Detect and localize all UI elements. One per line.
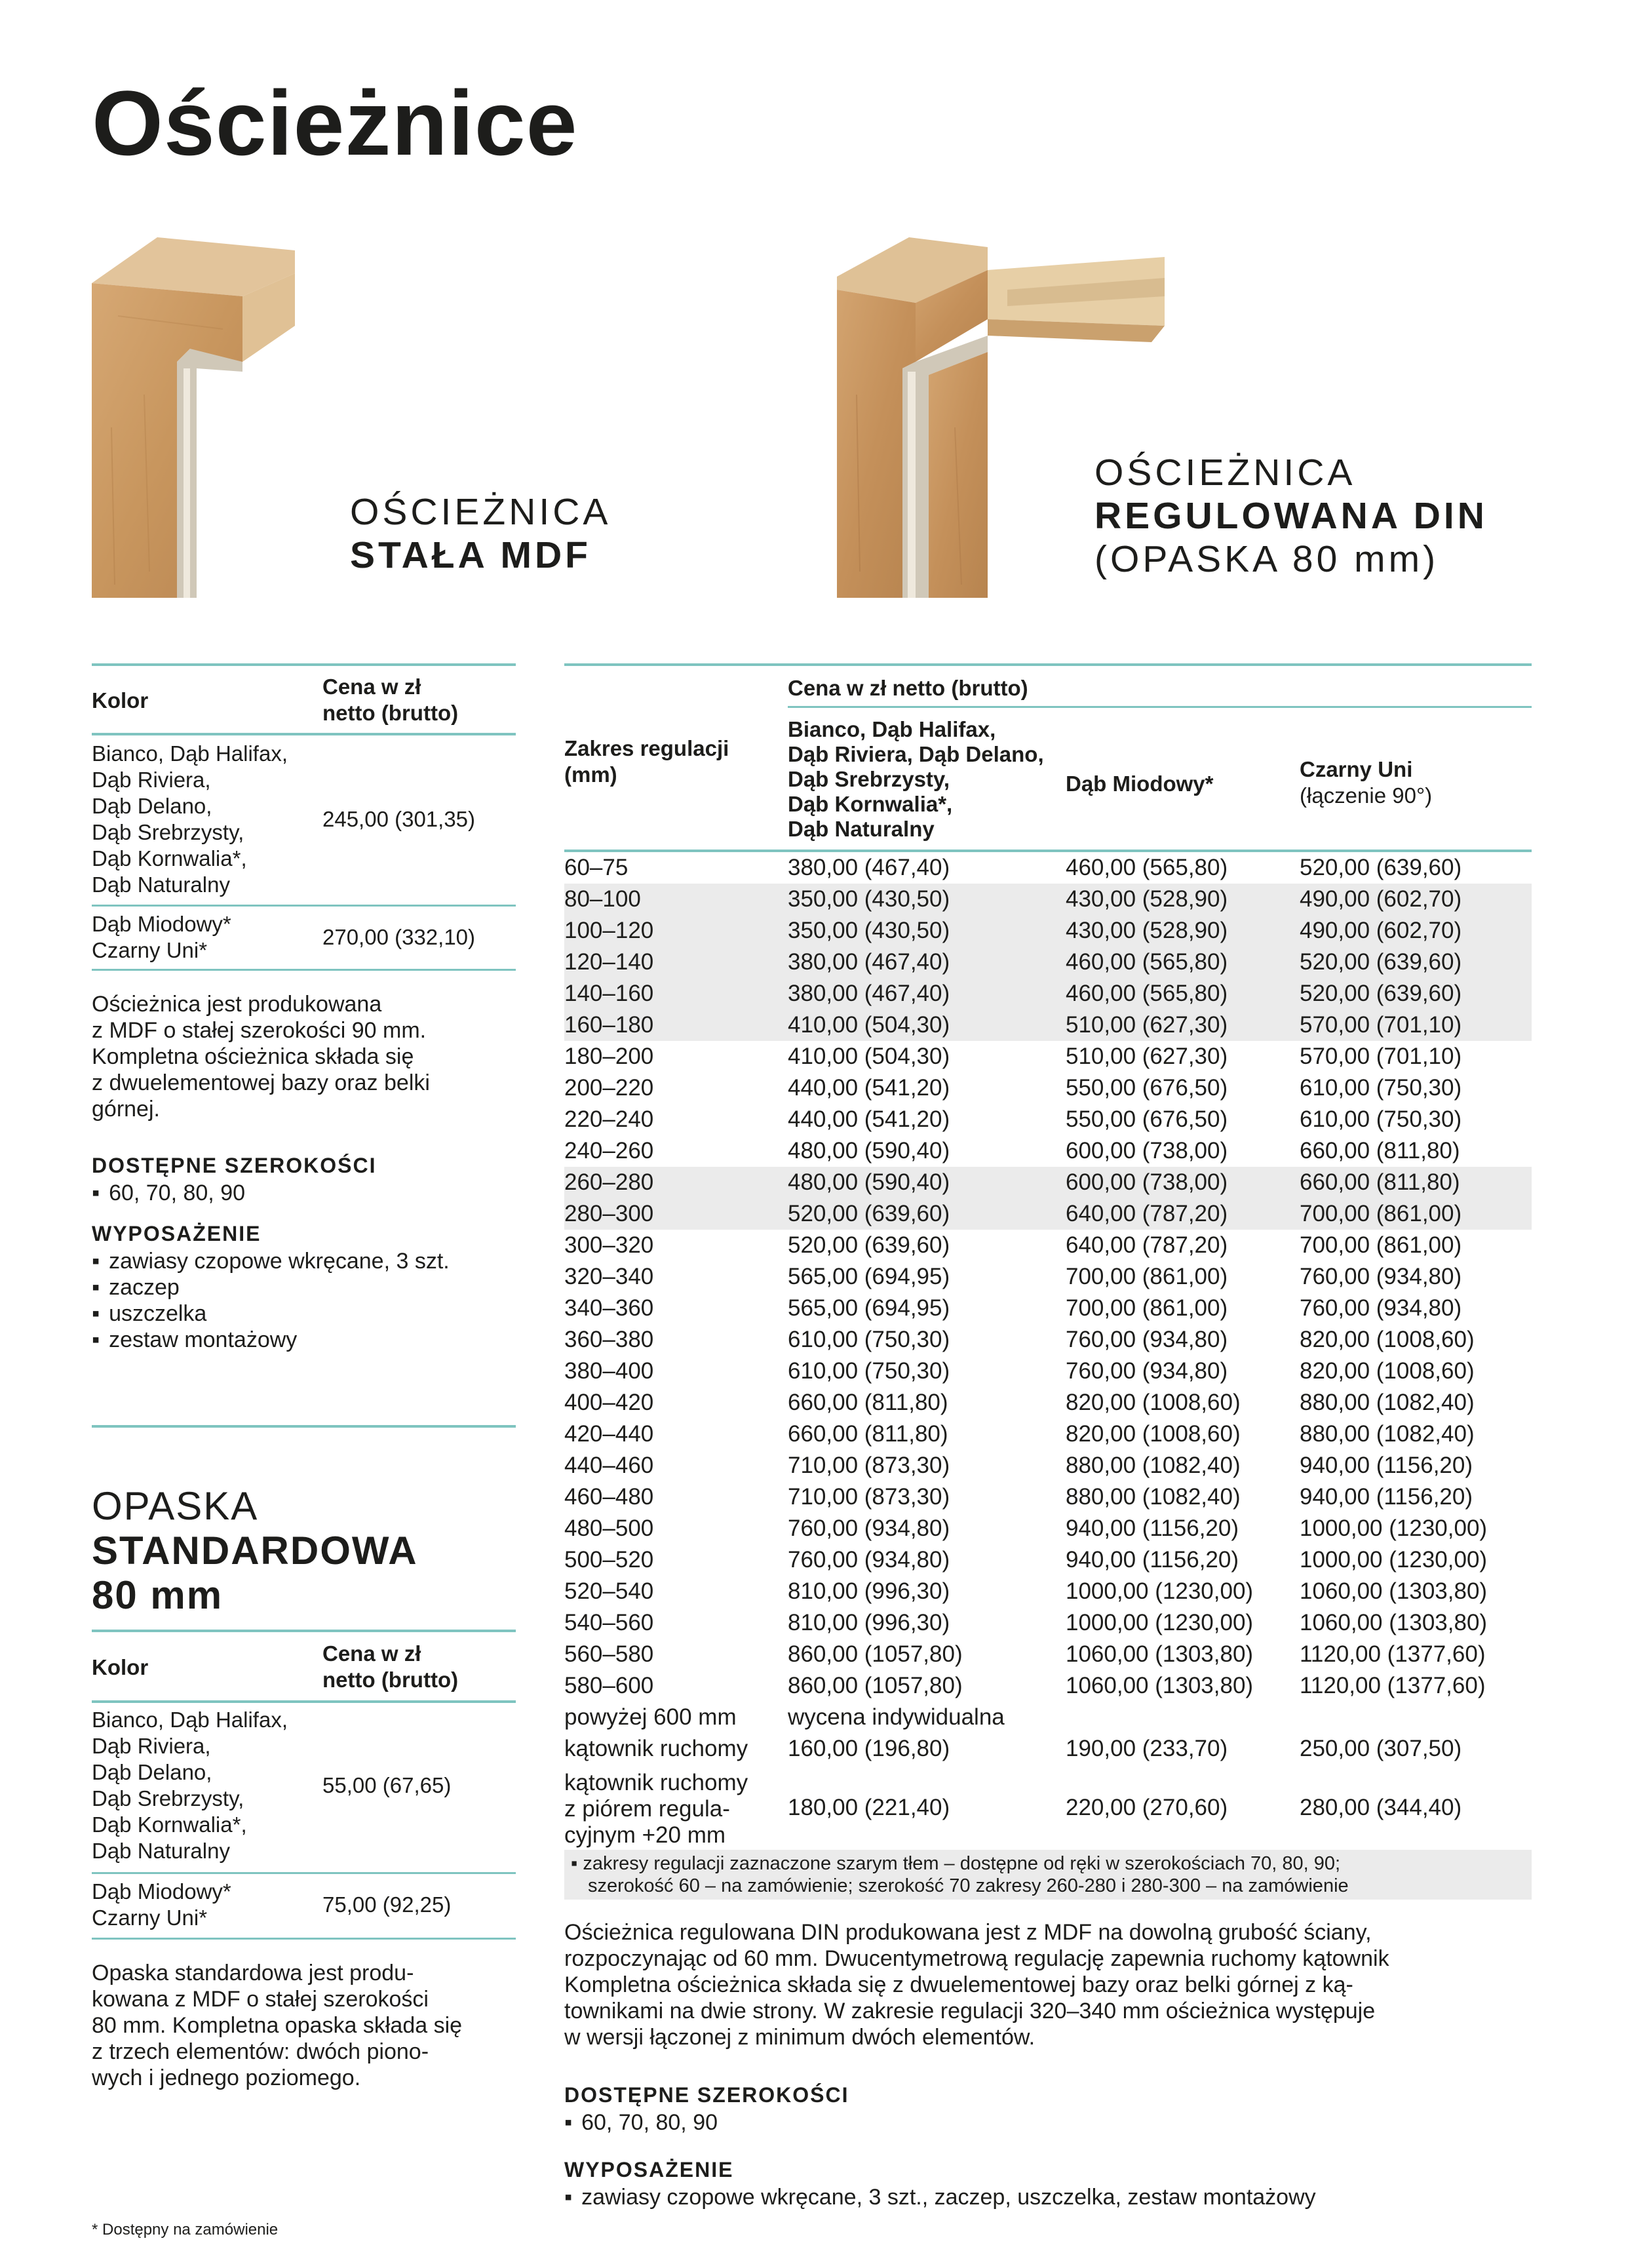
din-widths: ▪ 60, 70, 80, 90	[564, 2109, 718, 2136]
din-price-b-cell: 1060,00 (1303,80)	[1066, 1673, 1254, 1698]
opaska-row1-colors	[92, 1707, 288, 1864]
din-price-a-cell: 610,00 (750,30)	[788, 1358, 950, 1384]
din-price-c-cell: 490,00 (602,70)	[1300, 918, 1462, 943]
din-range-cell: 220–240	[564, 1106, 654, 1132]
desc-line: rozpoczynając od 60 mm. Dwucentymetrową regulację zapewnia ruchomy kątownik	[564, 1946, 1389, 1971]
din-range-cell: 540–560	[564, 1610, 654, 1635]
din-description	[564, 1919, 1389, 2050]
stala-equipment-item: ▪ uszczelka	[92, 1300, 206, 1327]
din-last-row-b: 220,00 (270,60)	[1066, 1795, 1228, 1820]
desc-line: wych i jednego poziomego.	[92, 2065, 361, 2090]
opaska-table-bottom-rule	[92, 1938, 516, 1940]
din-price-a-cell: 160,00 (196,80)	[788, 1736, 950, 1761]
din-price-a-cell: 660,00 (811,80)	[788, 1390, 948, 1415]
din-price-a-cell: 440,00 (541,20)	[788, 1075, 950, 1101]
din-header-col3	[1300, 756, 1432, 809]
din-table-row	[564, 852, 1532, 884]
din-range-cell: 60–75	[564, 855, 629, 880]
din-price-b-cell: 880,00 (1082,40)	[1066, 1453, 1241, 1478]
din-header-zakres-line1: Zakres regulacji	[564, 736, 729, 760]
din-table-row	[564, 884, 1532, 915]
opaska-description	[92, 1960, 462, 2091]
din-price-b-cell: 550,00 (676,50)	[1066, 1106, 1228, 1132]
stala-table-top-rule	[92, 663, 516, 666]
range-line: cyjnym +20 mm	[564, 1822, 726, 1848]
din-last-row-c: 280,00 (344,40)	[1300, 1795, 1462, 1820]
din-table-row	[564, 1230, 1532, 1261]
opaska-row2-colors	[92, 1879, 231, 1931]
din-header-cena-rule	[788, 706, 1532, 708]
color-line: Dąb Kornwalia*,	[92, 846, 247, 870]
din-price-b-cell: 1060,00 (1303,80)	[1066, 1641, 1254, 1667]
caption-regulowana-din	[1094, 451, 1488, 581]
din-price-b-cell: 820,00 (1008,60)	[1066, 1421, 1241, 1447]
din-range-cell: 140–160	[564, 981, 654, 1006]
frame-stala-mdf-image	[92, 231, 328, 598]
din-price-c-cell: 250,00 (307,50)	[1300, 1736, 1462, 1761]
color-line: Czarny Uni*	[92, 938, 208, 962]
din-equipment: ▪ zawiasy czopowe wkręcane, 3 szt., zaczep, uszczelka, zestaw montażowy	[564, 2184, 1316, 2210]
din-table-row	[564, 1293, 1532, 1324]
opaska-header-rule	[92, 1700, 516, 1703]
din-note-line1	[571, 1852, 1532, 1875]
din-price-a-cell: 480,00 (590,40)	[788, 1138, 950, 1163]
din-price-c-cell: 1000,00 (1230,00)	[1300, 1547, 1488, 1573]
color-line: Dąb Miodowy*	[92, 1879, 231, 1904]
din-header-col2: Dąb Miodowy*	[1066, 772, 1214, 796]
color-line: Dąb Delano,	[92, 794, 212, 818]
stala-row-rule	[92, 905, 516, 907]
din-table-row	[564, 1104, 1532, 1135]
din-price-a-cell: 440,00 (541,20)	[788, 1106, 950, 1132]
din-table-row	[564, 1135, 1532, 1167]
color-line: Dąb Riviera,	[92, 1734, 211, 1758]
din-price-c-cell: 820,00 (1008,60)	[1300, 1327, 1475, 1352]
din-range-cell: 520–540	[564, 1578, 654, 1604]
stala-header-cena-line1: Cena w zł	[322, 675, 421, 699]
opaska-title	[92, 1484, 418, 1618]
din-price-c-cell: 700,00 (861,00)	[1300, 1201, 1462, 1226]
din-range-cell: 100–120	[564, 918, 654, 943]
din-price-b-cell: 600,00 (738,00)	[1066, 1169, 1228, 1195]
din-header-zakres	[564, 735, 729, 788]
din-price-c-cell: 820,00 (1008,60)	[1300, 1358, 1475, 1384]
din-price-c-cell: 570,00 (701,10)	[1300, 1012, 1462, 1038]
din-price-a-cell: 380,00 (467,40)	[788, 949, 950, 975]
color-line: Bianco, Dąb Halifax,	[92, 1708, 288, 1732]
din-price-a-cell: 410,00 (504,30)	[788, 1044, 950, 1069]
din-range-cell: 240–260	[564, 1138, 654, 1163]
din-price-c-cell: 660,00 (811,80)	[1300, 1138, 1460, 1163]
din-range-cell: 440–460	[564, 1453, 654, 1478]
din-range-cell: 360–380	[564, 1327, 654, 1352]
stala-row2-colors	[92, 911, 231, 964]
din-last-row-range	[564, 1770, 748, 1848]
din-price-c-cell: 1120,00 (1377,60)	[1300, 1641, 1486, 1667]
page-title: Ościeżnice	[92, 71, 578, 174]
stala-header-cena	[322, 674, 458, 726]
desc-line: z trzech elementów: dwóch piono-	[92, 2039, 429, 2064]
din-price-b-cell: 760,00 (934,80)	[1066, 1358, 1228, 1384]
din-price-b-cell: 880,00 (1082,40)	[1066, 1484, 1241, 1510]
din-price-b-cell: 1000,00 (1230,00)	[1066, 1578, 1254, 1604]
din-note-line1-text: zakresy regulacji zaznaczone szarym tłem – dostępne od ręki w szerokościach 70, 80, 90;	[583, 1853, 1341, 1874]
din-price-b-cell: 700,00 (861,00)	[1066, 1295, 1228, 1321]
desc-line: górnej.	[92, 1097, 160, 1122]
din-price-a-cell: 380,00 (467,40)	[788, 981, 950, 1006]
stala-widths-title: DOSTĘPNE SZEROKOŚCI	[92, 1154, 377, 1177]
din-price-a-cell: 660,00 (811,80)	[788, 1421, 948, 1447]
din-table-row	[564, 1450, 1532, 1481]
din-table-row	[564, 1167, 1532, 1198]
stala-equipment-item: ▪ zestaw montażowy	[92, 1327, 297, 1353]
color-line: Dąb Naturalny	[92, 872, 230, 897]
opaska-header-cena	[322, 1641, 458, 1693]
din-header-col1-line: Dąb Kornwalia*,	[788, 792, 953, 816]
din-price-a-cell: 565,00 (694,95)	[788, 1264, 950, 1289]
opaska-header-cena-line1: Cena w zł	[322, 1641, 421, 1666]
opaska-row1-price: 55,00 (67,65)	[322, 1773, 452, 1797]
desc-line: Kompletna ościeżnica składa się z dwuelementowej bazy oraz belki górnej z ką-	[564, 1972, 1353, 1997]
desc-line: Kompletna ościeżnica składa się	[92, 1044, 414, 1069]
din-equipment-title: WYPOSAŻENIE	[564, 2158, 734, 2181]
opaska-title-line2: STANDARDOWA	[92, 1529, 418, 1573]
din-header-col3-line2: (łączenie 90°)	[1300, 783, 1433, 808]
bullet-icon: ▪	[571, 1853, 583, 1874]
din-price-c-cell: 760,00 (934,80)	[1300, 1264, 1462, 1289]
color-line: Czarny Uni*	[92, 1906, 208, 1930]
din-last-row-a: 180,00 (221,40)	[788, 1795, 950, 1820]
din-price-a-cell: 410,00 (504,30)	[788, 1012, 950, 1038]
opaska-title-line3: 80 mm	[92, 1573, 223, 1617]
din-price-table	[564, 852, 1532, 1765]
din-range-cell: 480–500	[564, 1515, 654, 1541]
caption-stala-mdf	[350, 490, 611, 577]
din-price-b-cell: 1000,00 (1230,00)	[1066, 1610, 1254, 1635]
din-price-a-cell: 350,00 (430,50)	[788, 886, 950, 912]
caption-stala-line1: OŚCIEŻNICA	[350, 491, 611, 533]
din-price-b-cell: 940,00 (1156,20)	[1066, 1515, 1239, 1541]
stala-description	[92, 991, 430, 1122]
din-header-col1	[788, 717, 1044, 842]
din-range-cell: 300–320	[564, 1232, 654, 1258]
din-table-row	[564, 1544, 1532, 1576]
opaska-table-top-rule	[92, 1630, 516, 1632]
footnote: * Dostępny na zamówienie	[92, 2221, 279, 2239]
din-price-c-cell: 610,00 (750,30)	[1300, 1075, 1462, 1101]
stala-header-kolor: Kolor	[92, 688, 149, 713]
color-line: Dąb Miodowy*	[92, 912, 231, 936]
color-line: Dąb Delano,	[92, 1760, 212, 1784]
stala-row1-price: 245,00 (301,35)	[322, 807, 476, 831]
din-price-c-cell: 700,00 (861,00)	[1300, 1232, 1462, 1258]
din-price-b-cell: 760,00 (934,80)	[1066, 1327, 1228, 1352]
din-table-row	[564, 1607, 1532, 1639]
desc-line: Ościeżnica regulowana DIN produkowana jest z MDF na dowolną grubość ściany,	[564, 1920, 1372, 1945]
opaska-header-kolor: Kolor	[92, 1655, 149, 1679]
din-price-c-cell: 1060,00 (1303,80)	[1300, 1610, 1488, 1635]
din-price-b-cell: 460,00 (565,80)	[1066, 949, 1228, 975]
color-line: Dąb Srebrzysty,	[92, 820, 244, 844]
color-line: Dąb Riviera,	[92, 768, 211, 792]
din-price-a-cell: 380,00 (467,40)	[788, 855, 950, 880]
din-table-row	[564, 1198, 1532, 1230]
desc-line: Opaska standardowa jest produ-	[92, 1961, 414, 1985]
stala-row1-colors	[92, 741, 288, 898]
caption-din-line1: OŚCIEŻNICA	[1094, 452, 1356, 494]
din-table-row	[564, 1387, 1532, 1418]
din-table-row	[564, 1576, 1532, 1607]
din-price-b-cell: 550,00 (676,50)	[1066, 1075, 1228, 1101]
din-price-b-cell: 700,00 (861,00)	[1066, 1264, 1228, 1289]
din-price-a-cell: 760,00 (934,80)	[788, 1515, 950, 1541]
section-divider	[92, 1425, 516, 1428]
din-price-c-cell: 520,00 (639,60)	[1300, 949, 1462, 975]
din-range-cell: kątownik ruchomy	[564, 1736, 748, 1761]
din-price-a-cell: 810,00 (996,30)	[788, 1578, 950, 1604]
desc-line: 80 mm. Kompletna opaska składa się	[92, 2013, 463, 2038]
din-price-b-cell: 640,00 (787,20)	[1066, 1201, 1228, 1226]
din-range-cell: 320–340	[564, 1264, 654, 1289]
din-range-cell: 80–100	[564, 886, 641, 912]
din-table-row	[564, 1418, 1532, 1450]
color-line: Dąb Kornwalia*,	[92, 1812, 247, 1837]
din-price-a-cell: 860,00 (1057,80)	[788, 1641, 963, 1667]
din-price-c-cell: 490,00 (602,70)	[1300, 886, 1462, 912]
din-price-b-cell: 640,00 (787,20)	[1066, 1232, 1228, 1258]
din-range-cell: 160–180	[564, 1012, 654, 1038]
din-range-cell: 420–440	[564, 1421, 654, 1447]
din-price-b-cell: 510,00 (627,30)	[1066, 1044, 1228, 1069]
din-price-c-cell: 880,00 (1082,40)	[1300, 1390, 1475, 1415]
din-price-c-cell: 760,00 (934,80)	[1300, 1295, 1462, 1321]
din-price-a-cell: 860,00 (1057,80)	[788, 1673, 963, 1698]
din-table-row	[564, 1041, 1532, 1072]
din-table-row	[564, 1702, 1532, 1733]
din-header-cena: Cena w zł netto (brutto)	[788, 676, 1028, 700]
din-price-a-cell: 760,00 (934,80)	[788, 1547, 950, 1573]
din-table-row	[564, 1072, 1532, 1104]
color-line: Dąb Naturalny	[92, 1839, 230, 1863]
caption-din-line2: REGULOWANA DIN	[1094, 495, 1488, 537]
din-price-c-cell: 1120,00 (1377,60)	[1300, 1673, 1486, 1698]
din-table-row	[564, 1733, 1532, 1765]
din-table-row	[564, 1639, 1532, 1670]
din-header-col3-line1: Czarny Uni	[1300, 757, 1413, 781]
din-widths-title: DOSTĘPNE SZEROKOŚCI	[564, 2083, 849, 2107]
din-price-b-cell: 190,00 (233,70)	[1066, 1736, 1228, 1761]
stala-header-cena-line2: netto (brutto)	[322, 701, 459, 725]
opaska-title-line1: OPASKA	[92, 1484, 259, 1528]
din-range-cell: 400–420	[564, 1390, 654, 1415]
din-price-a-cell: 610,00 (750,30)	[788, 1327, 950, 1352]
range-line: z piórem regula-	[564, 1796, 730, 1822]
din-price-a-cell: 710,00 (873,30)	[788, 1484, 950, 1510]
din-header-zakres-line2: (mm)	[564, 762, 617, 787]
din-range-cell: 580–600	[564, 1673, 654, 1698]
din-price-b-cell: 430,00 (528,90)	[1066, 886, 1228, 912]
din-price-a-cell: 565,00 (694,95)	[788, 1295, 950, 1321]
desc-line: Ościeżnica jest produkowana	[92, 992, 382, 1017]
din-price-a-cell: 350,00 (430,50)	[788, 918, 950, 943]
din-range-cell: 460–480	[564, 1484, 654, 1510]
din-note-line2: szerokość 60 – na zamówienie; szerokość 70 zakresy 260-280 i 280-300 – na zamówienie	[588, 1875, 1349, 1896]
din-price-b-cell: 940,00 (1156,20)	[1066, 1547, 1239, 1573]
opaska-row2-price: 75,00 (92,25)	[322, 1892, 452, 1917]
din-price-a-cell: 520,00 (639,60)	[788, 1201, 950, 1226]
din-table-row	[564, 1670, 1532, 1702]
stala-equipment-title: WYPOSAŻENIE	[92, 1222, 261, 1245]
din-price-b-cell: 460,00 (565,80)	[1066, 981, 1228, 1006]
din-price-b-cell: 600,00 (738,00)	[1066, 1138, 1228, 1163]
din-price-a-cell: 710,00 (873,30)	[788, 1453, 950, 1478]
din-price-c-cell: 880,00 (1082,40)	[1300, 1421, 1475, 1447]
desc-line: z MDF o stałej szerokości 90 mm.	[92, 1018, 427, 1043]
din-price-c-cell: 520,00 (639,60)	[1300, 855, 1462, 880]
din-table-row	[564, 1261, 1532, 1293]
din-price-c-cell: 1000,00 (1230,00)	[1300, 1515, 1488, 1541]
din-price-a-cell: 480,00 (590,40)	[788, 1169, 950, 1195]
stala-table-bottom-rule	[92, 969, 516, 971]
din-header-col1-line: Dąb Srebrzysty,	[788, 767, 950, 791]
stala-header-rule	[92, 733, 516, 735]
din-table-row	[564, 1324, 1532, 1356]
range-line: kątownik ruchomy	[564, 1770, 748, 1795]
din-table-row	[564, 978, 1532, 1009]
caption-din-line3: (OPASKA 80 mm)	[1094, 538, 1439, 580]
desc-line: z dwuelementowej bazy oraz belki	[92, 1070, 430, 1095]
din-range-cell: 200–220	[564, 1075, 654, 1101]
din-range-cell: 340–360	[564, 1295, 654, 1321]
din-price-c-cell: 520,00 (639,60)	[1300, 981, 1462, 1006]
din-price-c-cell: 610,00 (750,30)	[1300, 1106, 1462, 1132]
din-range-cell: 280–300	[564, 1201, 654, 1226]
din-range-cell: 260–280	[564, 1169, 654, 1195]
din-price-b-cell: 460,00 (565,80)	[1066, 855, 1228, 880]
din-table-row	[564, 1481, 1532, 1513]
opaska-row-rule	[92, 1872, 516, 1874]
stala-equipment-item: ▪ zawiasy czopowe wkręcane, 3 szt.	[92, 1248, 450, 1274]
color-line: Bianco, Dąb Halifax,	[92, 741, 288, 766]
din-table-row	[564, 947, 1532, 978]
desc-line: townikami na dwie strony. W zakresie regulacji 320–340 mm ościeżnica występuje	[564, 1999, 1376, 2024]
din-price-b-cell: 820,00 (1008,60)	[1066, 1390, 1241, 1415]
din-price-a-cell: 810,00 (996,30)	[788, 1610, 950, 1635]
din-range-cell: 560–580	[564, 1641, 654, 1667]
stala-widths: ▪ 60, 70, 80, 90	[92, 1180, 245, 1206]
din-table-row	[564, 1513, 1532, 1544]
din-price-a-cell: 520,00 (639,60)	[788, 1232, 950, 1258]
din-header-col1-line: Dąb Naturalny	[788, 817, 935, 841]
din-price-b-cell: 430,00 (528,90)	[1066, 918, 1228, 943]
din-table-row	[564, 1009, 1532, 1041]
din-range-cell: 120–140	[564, 949, 654, 975]
din-header-col1-line: Bianco, Dąb Halifax,	[788, 717, 996, 741]
din-table-top-rule	[564, 663, 1532, 666]
din-price-c-cell: 660,00 (811,80)	[1300, 1169, 1460, 1195]
stala-row2-price: 270,00 (332,10)	[322, 925, 476, 949]
din-range-cell: powyżej 600 mm	[564, 1704, 737, 1730]
din-range-cell: 180–200	[564, 1044, 654, 1069]
caption-stala-line2: STAŁA MDF	[350, 534, 591, 576]
din-table-row	[564, 1356, 1532, 1387]
stala-equipment-item: ▪ zaczep	[92, 1274, 180, 1300]
desc-line: w wersji łączonej z minimum dwóch elementów.	[564, 2025, 1036, 2050]
desc-line: kowana z MDF o stałej szerokości	[92, 1987, 429, 2012]
din-price-c-cell: 940,00 (1156,20)	[1300, 1453, 1473, 1478]
din-range-cell: 500–520	[564, 1547, 654, 1573]
din-table-row	[564, 915, 1532, 947]
din-price-c-cell: 940,00 (1156,20)	[1300, 1484, 1473, 1510]
din-price-c-cell: 1060,00 (1303,80)	[1300, 1578, 1488, 1604]
din-range-cell: 380–400	[564, 1358, 654, 1384]
din-price-c-cell: 570,00 (701,10)	[1300, 1044, 1462, 1069]
din-header-col1-line: Dąb Riviera, Dąb Delano,	[788, 742, 1044, 766]
din-note	[564, 1850, 1532, 1900]
din-price-b-cell: 510,00 (627,30)	[1066, 1012, 1228, 1038]
din-price-a-cell: wycena indywidualna	[788, 1704, 1005, 1730]
opaska-header-cena-line2: netto (brutto)	[322, 1668, 459, 1692]
color-line: Dąb Srebrzysty,	[92, 1786, 244, 1810]
